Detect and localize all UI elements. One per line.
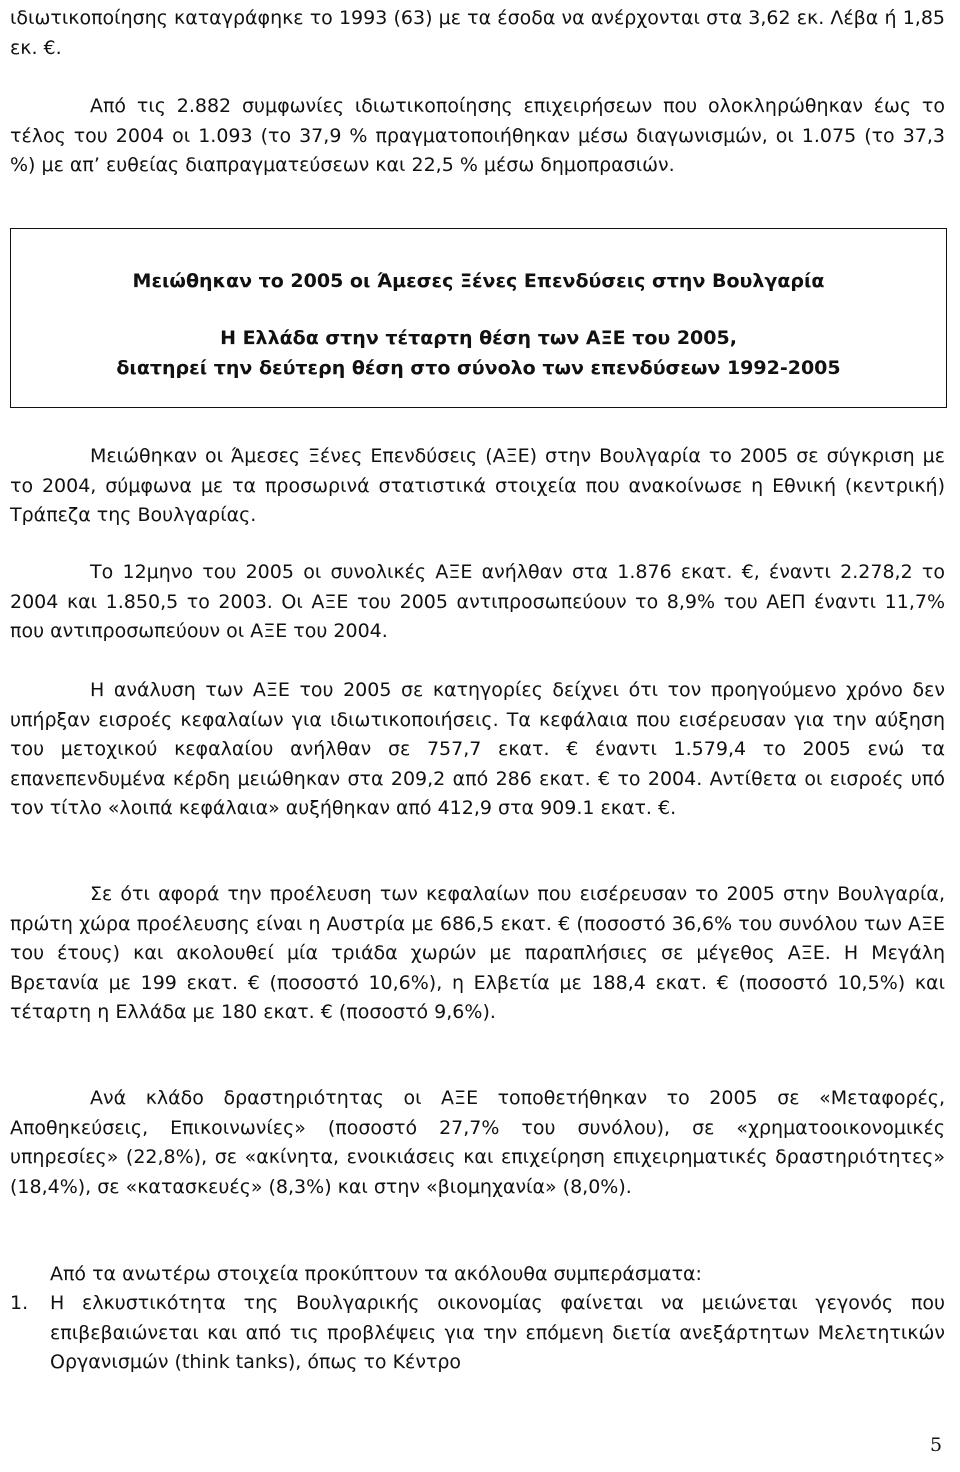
list-item-number: 1. <box>10 1292 29 1314</box>
headline-title: Μειώθηκαν το 2005 οι Άμεσες Ξένες Επενδύσεις στην Βουλγαρία <box>132 270 825 292</box>
paragraph-fdi-sectors: Ανά κλάδο δραστηριότητας οι ΑΞΕ τοποθετήθηκαν το 2005 σε «Μεταφορές, Αποθηκεύσεις, Επικοινωνίες» (ποσοστό 27,7% του συνόλου), σε «χρηματοοικονομικές υπηρεσίες» (22,8%), σε «ακίνητα, ενοικιάσεις και επιχείρηση επιχειρηματικές δραστηριότητες» (18,4%), σε «κατασκευές» (8,3%) και στην «βιομηχανία» (8,0%). <box>10 1087 945 1198</box>
paragraph-fdi-totals: Το 12μηνο του 2005 οι συνολικές ΑΞΕ ανήλθαν στα 1.876 εκατ. €, έναντι 2.278,2 το 2004 και 1.850,5 το 2003. Οι ΑΞΕ του 2005 αντιπροσωπεύουν το 8,9% του ΑΕΠ έναντι 11,7% που αντιπροσωπεύουν οι ΑΞΕ του 2004. <box>10 561 945 642</box>
headline-subtitle-line-2: διατηρεί την δεύτερη θέση στο σύνολο των επενδύσεων 1992-2005 <box>116 357 841 379</box>
list-item <box>10 1289 945 1378</box>
page-number: 5 <box>930 1434 943 1456</box>
paragraph-fdi-origin: Σε ότι αφορά την προέλευση των κεφαλαίων που εισέρευσαν το 2005 στην Βουλγαρία, πρώτη χώρα προέλευσης είναι η Αυστρία με 686,5 εκατ. € (ποσοστό 36,6% του συνόλου των ΑΞΕ του έτους) και ακολουθεί μία τριάδα χωρών με παραπλήσιες σε μέγεθος ΑΞΕ. Η Μεγάλη Βρετανία με 199 εκατ. € (ποσοστό 10,6%), η Ελβετία με 188,4 εκατ. € (ποσοστό 10,5%) και τέταρτη η Ελλάδα με 180 εκατ. € (ποσοστό 9,6%). <box>10 883 945 1023</box>
paragraph-fdi-categories: Η ανάλυση των ΑΞΕ του 2005 σε κατηγορίες δείχνει ότι τον προηγούμενο χρόνο δεν υπήρξαν εισροές κεφαλαίων για ιδιωτικοποιήσεις. Τα κεφάλαια που εισέρευσαν για την αύξηση του μετοχικού κεφαλαίου ανήλθαν σε 757,7 εκατ. € έναντι 1.579,4 το 2005 ενώ τα επανεπενδυμένα κέρδη μειώθηκαν στα 209,2 από 286 εκατ. € το 2004. Αντίθετα οι εισροές υπό τον τίτλο «λοιπά κεφάλαια» αυξήθηκαν από 412,9 στα 909.1 εκατ. €. <box>10 679 945 819</box>
paragraph-fdi-decrease: Μειώθηκαν οι Άμεσες Ξένες Επενδύσεις (ΑΞΕ) στην Βουλγαρία το 2005 σε σύγκριση με το 2004, σύμφωνα με τα προσωρινά στατιστικά στοιχεία που ανακοίνωσε η Εθνική (κεντρική) Τράπεζα της Βουλγαρίας. <box>10 445 945 526</box>
headline-subtitle-line-1: Η Ελλάδα στην τέταρτη θέση των ΑΞΕ του 2005, <box>220 327 737 349</box>
headline-subtitle <box>11 323 946 383</box>
paragraph-conclusions-intro: Από τα ανωτέρω στοιχεία προκύπτουν τα ακόλουθα συμπεράσματα: <box>50 1263 702 1285</box>
list-item-text: Η ελκυστικότητα της Βουλγαρικής οικονομίας φαίνεται να μειώνεται γεγονός που επιβεβαιώνεται και από τις προβλέψεις για την επόμενη διετία ανεξάρτητων Μελετητικών Οργανισμών (think tanks), όπως το Κέντρο <box>50 1292 945 1373</box>
paragraph-privatization-agreements: Από τις 2.882 συμφωνίες ιδιωτικοποίησης επιχειρήσεων που ολοκληρώθηκαν έως το τέλος του 2004 οι 1.093 (το 37,9 % πραγματοποιήθηκαν μέσω διαγωνισμών, οι 1.075 (το 37,3 %) με απ’ ευθείας διαπραγματεύσεων και 22,5 % μέσω δημοπρασιών. <box>10 95 945 176</box>
paragraph-privatization-1993: ιδιωτικοποίησης καταγράφηκε το 1993 (63) με τα έσοδα να ανέρχονται στα 3,62 εκ. Λέβα ή 1,85 εκ. €. <box>10 7 945 59</box>
headline-box <box>10 228 947 408</box>
